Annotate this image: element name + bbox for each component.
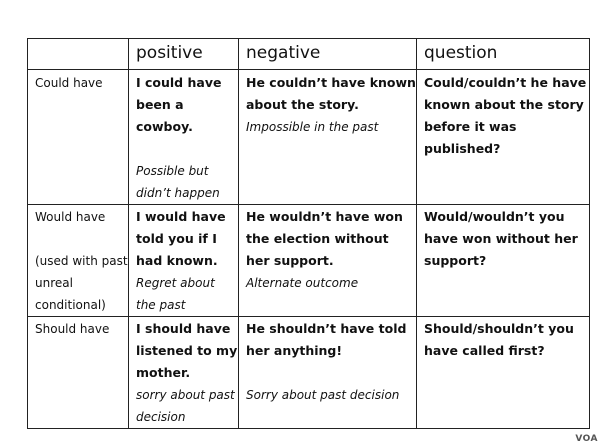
positive-example: I should have listened to my mother.: [136, 321, 238, 380]
positive-cell: [129, 70, 239, 205]
row-label: Should have: [35, 322, 110, 336]
negative-cell: [239, 317, 417, 429]
question-cell: [417, 205, 590, 317]
positive-note: sorry about past decision: [136, 388, 235, 424]
question-cell: [417, 317, 590, 429]
row-label-cell: [28, 70, 129, 205]
negative-example: He shouldn’t have told her anything!: [246, 321, 407, 358]
header-question: question: [417, 39, 590, 70]
positive-note: Possible but didn’t happen: [136, 164, 220, 200]
negative-example: He wouldn’t have won the election without her support.: [246, 209, 403, 268]
question-example: Would/wouldn’t you have won without her support?: [424, 209, 578, 268]
row-label: Could have: [35, 76, 103, 90]
positive-note: Regret about the past: [136, 276, 215, 312]
row-label-cell: [28, 317, 129, 429]
positive-cell: [129, 317, 239, 429]
header-positive: positive: [129, 39, 239, 70]
modal-perfect-table: [27, 38, 590, 429]
negative-note: Impossible in the past: [246, 120, 379, 134]
row-label: Would have: [35, 210, 106, 224]
header-negative: negative: [239, 39, 417, 70]
negative-cell: [239, 205, 417, 317]
voa-watermark: VOA: [575, 434, 598, 444]
negative-note: Alternate outcome: [246, 276, 359, 290]
header-empty: [28, 39, 129, 70]
table-header-row: [28, 39, 590, 70]
negative-example: He couldn’t have known about the story.: [246, 75, 416, 112]
positive-example: I would have told you if I had known.: [136, 209, 226, 268]
negative-note: Sorry about past decision: [246, 388, 400, 402]
table-row: [28, 317, 590, 429]
table-row: [28, 70, 590, 205]
positive-example: I could have been a cowboy.: [136, 75, 222, 134]
question-cell: [417, 70, 590, 205]
row-label-note: (used with past unreal conditional): [35, 254, 128, 312]
row-label-cell: [28, 205, 129, 317]
question-example: Should/shouldn’t you have called first?: [424, 321, 574, 358]
table-row: [28, 205, 590, 317]
positive-cell: [129, 205, 239, 317]
negative-cell: [239, 70, 417, 205]
question-example: Could/couldn’t he have known about the story before it was published?: [424, 75, 587, 156]
